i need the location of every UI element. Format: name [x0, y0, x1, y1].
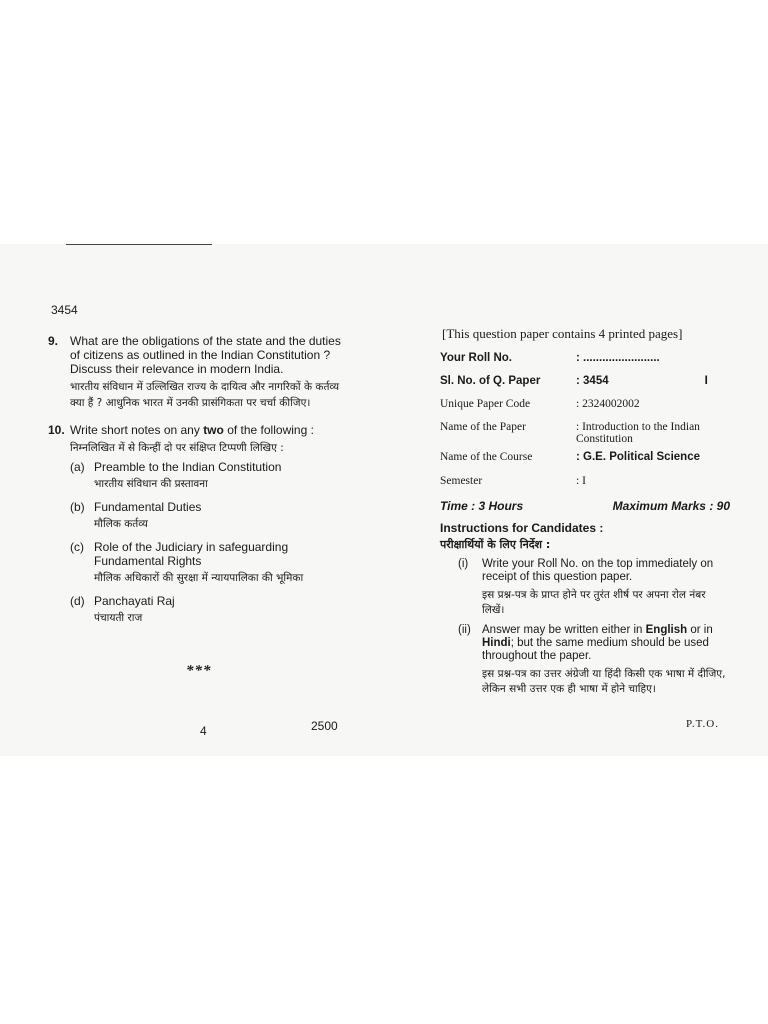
time-marks-row — [440, 499, 730, 513]
question-9 — [48, 334, 344, 411]
sub-question-d: (d) Panchayati Raj पंचायती राज — [70, 594, 175, 624]
question-text: Write short notes on any two of the following : — [70, 423, 314, 437]
semester-row: Semester : I — [440, 475, 586, 487]
course-name-row: Name of the Course : G.E. Political Science — [440, 451, 700, 463]
sub-question-c: (c) Role of the Judiciary in safeguarding Fundamental Rights मौलिक अधिकारों की सुरक्षा में न्यायपालिका की भूमिका — [70, 540, 304, 584]
paper-name-row: Name of the Paper : Introduction to the Indian Constitution — [440, 421, 700, 445]
question-10 — [48, 423, 344, 630]
instructions-heading-hindi: परीक्षार्थियों के लिए निर्देश : — [440, 538, 551, 551]
time-allowed: Time : 3 Hours — [440, 499, 524, 513]
maximum-marks: Maximum Marks : 90 — [612, 499, 730, 513]
question-text: What are the obligations of the state and the duties of citizens as outlined in the Indian Constitution ? Discuss their relevance in modern India. — [70, 334, 341, 376]
roll-no-row: Your Roll No. : ........................ — [440, 352, 660, 364]
instruction-i: (i) Write your Roll No. on the top immediately on receipt of this question paper. इस प्रश्न-पत्र के प्राप्त होने पर तुरंत शीर्ष पर अपना रोल नंबर लिखें। — [458, 558, 714, 616]
instruction-ii: (ii) Answer may be written either in English or in Hindi; but the same medium should be used throughout the paper. इस प्रश्न-पत्र का उत्तर अंग्रेजी या हिंदी किसी एक भाषा में दीजिए, लेकिन सभी उत्तर एक ही भाषा में होने चाहिए। — [458, 624, 726, 695]
please-turn-over: P.T.O. — [686, 718, 719, 730]
page-number: 4 — [200, 724, 207, 738]
instructions-heading: Instructions for Candidates : — [440, 521, 604, 535]
top-rule — [66, 244, 212, 245]
pages-note: [This question paper contains 4 printed pages] — [442, 326, 683, 341]
question-text-hindi: निम्नलिखित में से किन्हीं दो पर संक्षिप्त टिप्पणी लिखिए : — [70, 442, 284, 454]
paper-code-header: 3454 — [51, 303, 78, 317]
question-number: 9. — [48, 334, 59, 348]
question-text-hindi: भारतीय संविधान में उल्लिखित राज्य के दायित्व और नागरिकों के कर्तव्य क्या हैं ? आधुनिक भारत में उनकी प्रासंगिकता पर चर्चा कीजिए। — [70, 381, 340, 409]
serial-no-row: Sl. No. of Q. Paper : 3454 I — [440, 375, 708, 387]
sub-question-b: (b) Fundamental Duties मौलिक कर्तव्य — [70, 500, 202, 530]
question-number: 10. — [48, 423, 65, 437]
unique-code-row: Unique Paper Code : 2324002002 — [440, 398, 640, 410]
copies-count: 2500 — [311, 719, 338, 733]
right-page — [440, 326, 730, 697]
end-marker: *** — [186, 663, 212, 679]
left-page — [48, 334, 344, 630]
sub-question-a: (a) Preamble to the Indian Constitution भारतीय संविधान की प्रस्तावना — [70, 460, 282, 490]
